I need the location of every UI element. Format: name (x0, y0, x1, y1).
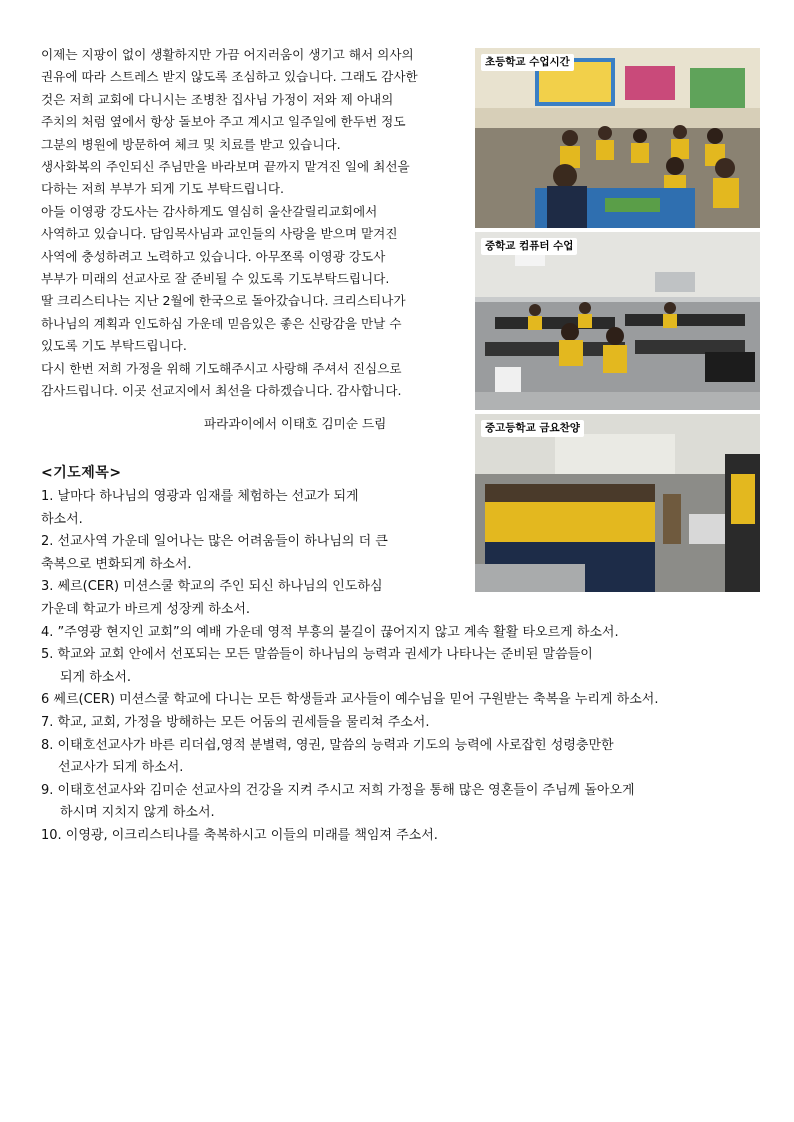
prayer-item-6: 6 쎄르(CER) 미션스쿨 학교에 다니는 모든 학생들과 교사들이 예수님을 믿어 구원받는 축복을 누리게 하소서. (41, 692, 659, 708)
photo-elementary-class (475, 48, 760, 228)
prayer-item-8-cont: 선교사가 되게 하소서. (58, 760, 184, 776)
letter-paragraph-1 (41, 44, 467, 403)
letter-line: 것은 저희 교회에 다니시는 조병찬 집사님 가정이 저와 제 아내의 (41, 91, 394, 107)
letter-line: 주치의 처럼 옆에서 항상 돌보아 주고 계시고 일주일에 한두번 정도 (41, 114, 406, 130)
prayer-item-2: 2. 선교사역 가운데 일어나는 많은 어려움들이 하나님의 더 큰 (41, 534, 388, 550)
prayer-item-9-cont: 하시며 지치지 않게 하소서. (60, 805, 215, 821)
letter-line: 부부가 미래의 선교사로 잘 준비될 수 있도록 기도부탁드립니다. (41, 271, 390, 287)
prayer-item-1: 1. 날마다 하나님의 영광과 임재를 체험하는 선교가 되게 (41, 489, 359, 504)
photo-caption: 중학교 컴퓨터 수업 (481, 238, 577, 255)
letter-line: 아들 이영광 강도사는 감사하게도 열심히 울산갈릴리교회에서 (41, 203, 378, 219)
prayer-item-5-cont: 되게 하소서. (60, 669, 132, 685)
prayer-heading: <기도제목> (41, 465, 122, 481)
letter-line: 다시 한번 저희 가정을 위해 기도해주시고 사랑해 주셔서 진심으로 (41, 360, 402, 376)
letter-line: 이제는 지팡이 없이 생활하지만 가끔 어지러움이 생기고 해서 의사의 (41, 47, 414, 62)
prayer-item-4: 4. ”주영광 현지인 교회”의 예배 가운데 영적 부흥의 불길이 끊어지지 않고 계속 활활 타오르게 하소서. (41, 624, 619, 640)
letter-line: 권유에 따라 스트레스 받지 않도록 조심하고 있습니다. 그래도 감사한 (41, 69, 418, 85)
letter-line: 있도록 기도 부탁드립니다. (41, 338, 187, 354)
letter-line: 그분의 병원에 방문하여 체크 및 치료를 받고 있습니다. (41, 136, 341, 152)
letter-line: 사역에 충성하려고 노력하고 있습니다. 아무쪼록 이영광 강도사 (41, 248, 386, 264)
letter-line: 하나님의 계획과 인도하심 가운데 믿음있은 좋은 신랑감을 만날 수 (41, 315, 402, 331)
letter-line: 다하는 저희 부부가 되게 기도 부탁드립니다. (41, 181, 284, 197)
prayer-item-10: 10. 이영광, 이크리스티나를 축복하시고 이들의 미래를 책임져 주소서. (41, 827, 438, 843)
prayer-item-7: 7. 학교, 교회, 가정을 방해하는 모든 어둠의 권세들을 물리쳐 주소서. (41, 714, 430, 730)
letter-line: 사역하고 있습니다. 담임목사님과 교인들의 사랑을 받으며 맡겨진 (41, 226, 398, 242)
letter-line: 딸 크리스티나는 지난 2월에 한국으로 돌아갔습니다. 크리스티나가 (41, 293, 406, 309)
computer-class-photo-image (475, 232, 760, 410)
prayer-item-5: 5. 학교와 교회 안에서 선포되는 모든 말씀들이 하나님의 능력과 권세가 나타나는 준비된 말씀들이 (41, 647, 593, 663)
prayer-item-9: 9. 이태호선교사와 김미순 선교사의 건강을 지켜 주시고 저희 가정을 통해 많은 영혼들이 주님께 돌아오게 (41, 782, 635, 798)
prayer-item-3-cont: 가운데 학교가 바르게 성장케 하소서. (41, 601, 251, 617)
prayer-item-1-cont: 하소서. (41, 511, 83, 527)
photo-computer-class (475, 232, 760, 410)
praise-photo-image (475, 414, 760, 592)
classroom-photo-image (475, 48, 760, 228)
letter-signature: 파라과이에서 이태호 김미순 드림 (204, 416, 387, 431)
letter-line: 감사드립니다. 이곳 선교지에서 최선을 다하겠습니다. 감사합니다. (41, 383, 402, 399)
photo-friday-praise (475, 414, 760, 592)
prayer-item-8: 8. 이태호선교사가 바른 리더쉽,영적 분별력, 영권, 말씀의 능력과 기도의 능력에 사로잡힌 성령충만한 (41, 737, 614, 753)
letter-line: 생사화복의 주인되신 주님만을 바라보며 끝까지 맡겨진 일에 최선을 (41, 159, 410, 175)
photo-caption: 초등학교 수업시간 (481, 54, 574, 71)
prayer-item-3: 3. 쎄르(CER) 미션스쿨 학교의 주인 되신 하나님의 인도하심 (41, 579, 383, 595)
prayer-item-2-cont: 축복으로 변화되게 하소서. (41, 556, 192, 572)
photo-caption: 중고등학교 금요찬양 (481, 420, 584, 437)
